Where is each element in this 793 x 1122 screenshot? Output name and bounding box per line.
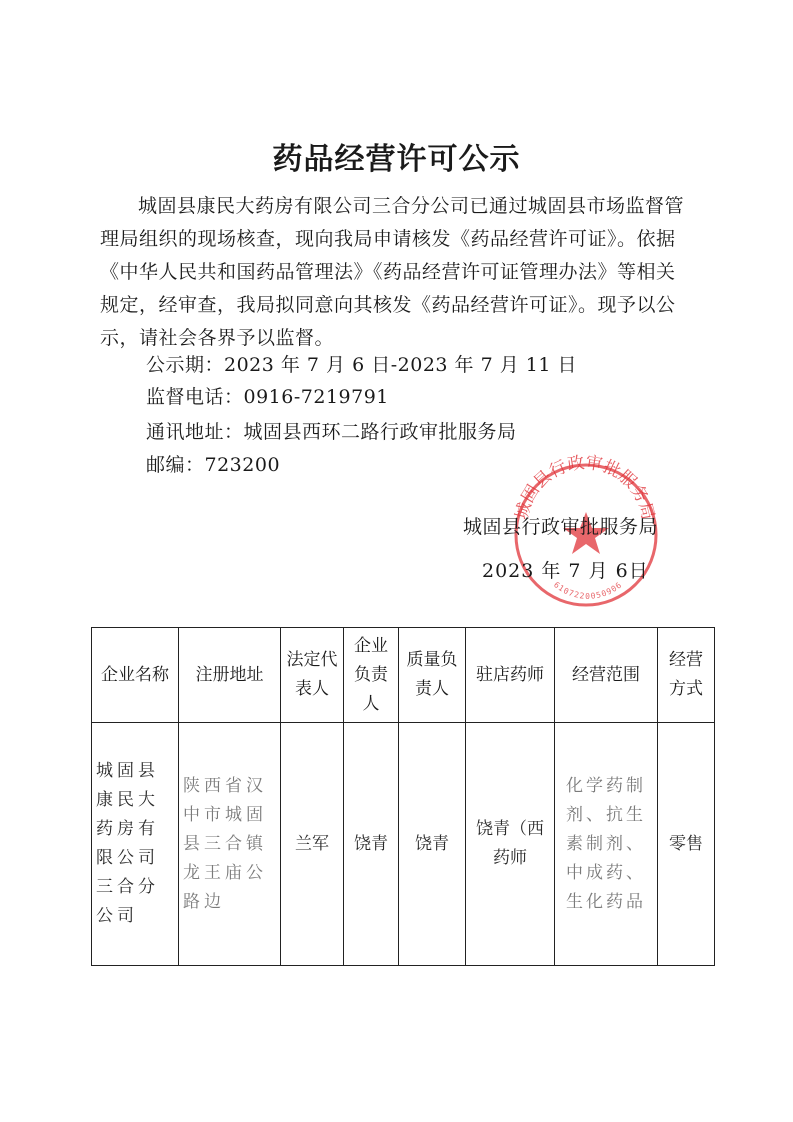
cell-address: 陕西省汉中市城固县三合镇龙王庙公路边 [179, 723, 281, 966]
cell-company: 城固县康民大药房有限公司三合分公司 [92, 723, 179, 966]
seal-text: 城固县行政审批服务局 [512, 452, 658, 522]
issuing-authority: 城固县行政审批服务局 [463, 516, 659, 538]
header-pharmacist: 驻店药师 [466, 628, 555, 723]
permit-table [91, 627, 715, 966]
cell-quality-head: 饶青 [399, 723, 466, 966]
cell-company-head: 饶青 [344, 723, 399, 966]
supervision-phone: 监督电话：0916-7219791 [146, 386, 389, 408]
seal-number: 6107220050906 [552, 580, 624, 601]
header-address: 注册地址 [179, 628, 281, 723]
header-company-head: 企业负责人 [344, 628, 399, 723]
publicity-period: 公示期：2023 年 7 月 6 日-2023 年 7 月 11 日 [146, 354, 577, 376]
header-quality-head: 质量负责人 [399, 628, 466, 723]
header-scope: 经营范围 [555, 628, 658, 723]
header-company: 企业名称 [92, 628, 179, 723]
postcode: 邮编：723200 [146, 454, 281, 476]
cell-mode: 零售 [658, 723, 715, 966]
announcement-paragraph: 城固县康民大药房有限公司三合分公司已通过城固县市场监督管理局组织的现场核查，现向我局申请核发《药品经营许可证》。依据《中华人民共和国药品管理法》《药品经营许可证管理办法》等相关规定，经审查，我局拟同意向其核发《药品经营许可证》。现予以公示，请社会各界予以监督。 [100, 195, 685, 349]
table-row [92, 723, 715, 966]
cell-scope: 化学药制剂、抗生素制剂、中成药、生化药品 [555, 723, 658, 966]
announcement-body [100, 190, 690, 355]
mailing-address: 通讯地址：城固县西环二路行政审批服务局 [146, 421, 517, 443]
header-legal-rep: 法定代表人 [281, 628, 344, 723]
document-title: 药品经营许可公示 [272, 142, 521, 177]
issue-date: 2023 年 7 月 6日 [482, 560, 649, 582]
header-mode: 经营方式 [658, 628, 715, 723]
cell-legal-rep: 兰军 [281, 723, 344, 966]
table-header-row [92, 628, 715, 723]
cell-pharmacist: 饶青（西药师 [466, 723, 555, 966]
